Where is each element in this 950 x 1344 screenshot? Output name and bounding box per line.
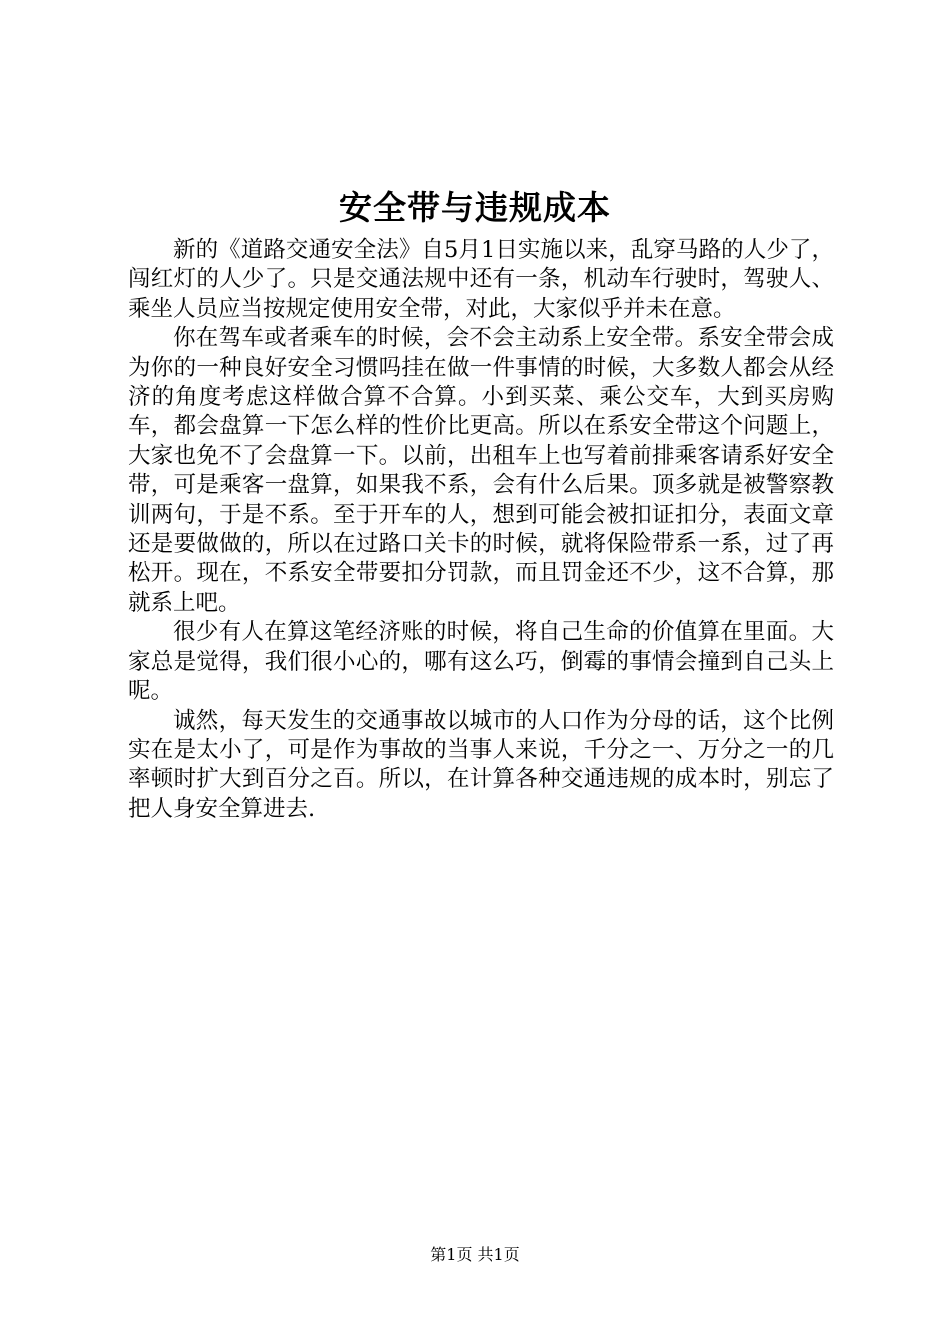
paragraph-4: 诚然，每天发生的交通事故以城市的人口作为分母的话，这个比例实在是太小了，可是作为事故的当事人来说，千分之一、万分之一的几率顿时扩大到百分之百。所以，在计算各种交通违规的成本时，别忘了把人身安全算进去. xyxy=(128,707,834,822)
document-title: 安全带与违规成本 xyxy=(339,188,611,227)
document-body xyxy=(128,236,834,824)
paragraph-3: 很少有人在算这笔经济账的时候，将自己生命的价值算在里面。大家总是觉得，我们很小心的，哪有这么巧，倒霉的事情会撞到自己头上呢。 xyxy=(128,619,834,705)
paragraph-1: 新的《道路交通安全法》自5月1日实施以来，乱穿马路的人少了，闯红灯的人少了。只是交通法规中还有一条，机动车行驶时，驾驶人、乘坐人员应当按规定使用安全带，对此，大家似乎并未在意。 xyxy=(128,237,834,322)
paragraph-2: 你在驾车或者乘车的时候，会不会主动系上安全带。系安全带会成为你的一种良好安全习惯吗挂在做一件事情的时候，大多数人都会从经济的角度考虑这样做合算不合算。小到买菜、乘公交车，大到买房购车，都会盘算一下怎么样的性价比更高。所以在系安全带这个问题上，大家也免不了会盘算一下。以前，出租车上也写着前排乘客请系好安全带，可是乘客一盘算，如果我不系，会有什么后果。顶多就是被警察教训两句，于是不系。至于开车的人，想到可能会被扣证扣分，表面文章还是要做做的，所以在过路口关卡的时候，就将保险带系一系，过了再松开。现在，不系安全带要扣分罚款，而且罚金还不少，这不合算，那就系上吧。 xyxy=(128,325,834,616)
page-footer: 第1页 共1页 xyxy=(430,1245,520,1264)
